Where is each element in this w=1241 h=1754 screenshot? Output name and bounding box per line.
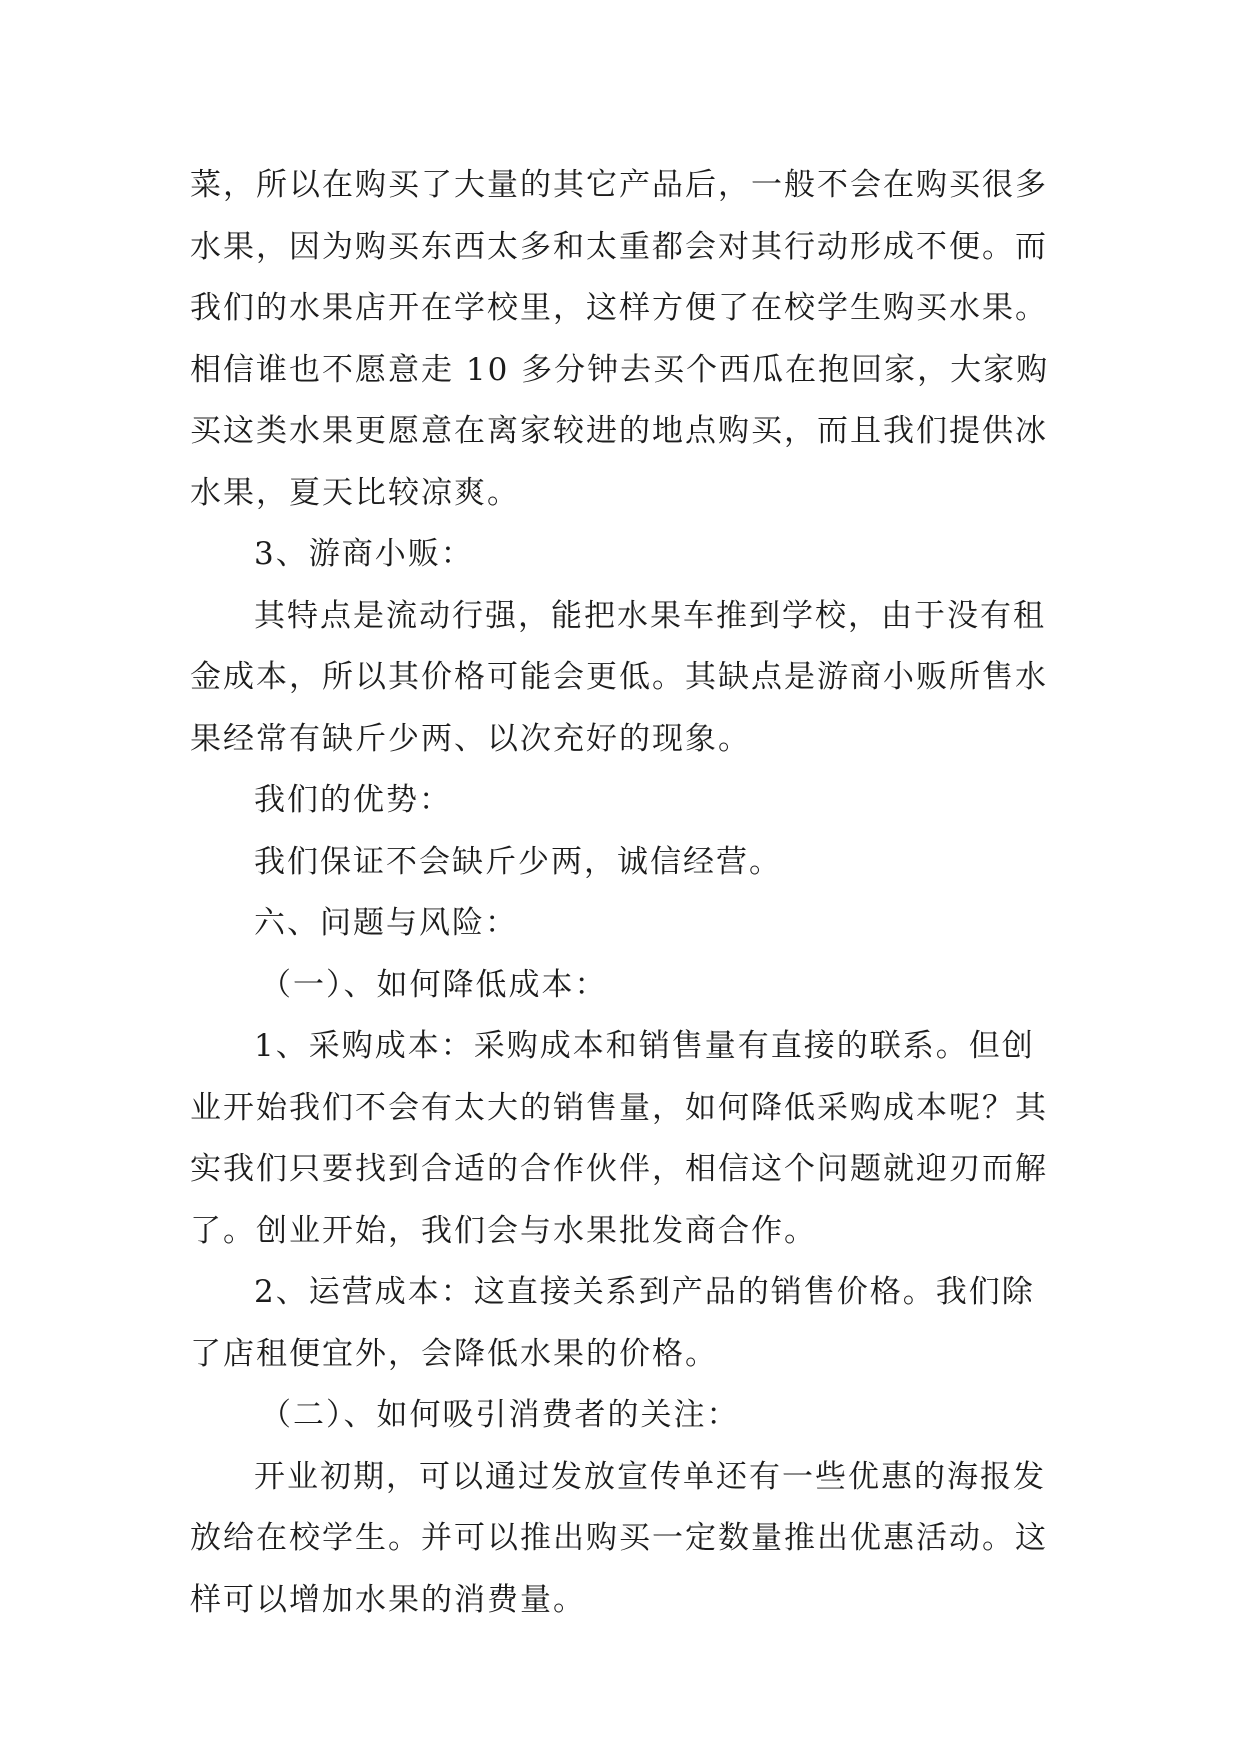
text-line: 了店租便宜外，会降低水果的价格。 [190, 1335, 718, 1372]
text-line: 水果，因为购买东西太多和太重都会对其行动形成不便。而 [190, 228, 1048, 265]
text-line: 水果，夏天比较凉爽。 [190, 474, 520, 511]
text-line: 其特点是流动行强，能把水果车推到学校，由于没有租 [254, 597, 1046, 634]
section-heading: 3、游商小贩： [254, 536, 474, 572]
text-line: 2、运营成本：这直接关系到产品的销售价格。我们除 [254, 1274, 1035, 1310]
subsection-heading: （一）、如何降低成本： [260, 966, 608, 1003]
text-line: 业开始我们不会有太大的销售量，如何降低采购成本呢？其 [190, 1089, 1048, 1126]
text-line: 果经常有缺斤少两、以次充好的现象。 [190, 720, 751, 757]
text-line: 了。创业开始，我们会与水果批发商合作。 [190, 1212, 817, 1249]
text-line: 开业初期，可以通过发放宣传单还有一些优惠的海报发 [254, 1458, 1046, 1495]
text-line: 我们保证不会缺斤少两，诚信经营。 [254, 843, 782, 880]
body-text [190, 155, 1070, 1631]
section-heading: 六、问题与风险： [254, 905, 518, 941]
section-heading: 我们的优势： [254, 782, 452, 818]
text-line: 1、采购成本：采购成本和销售量有直接的联系。但创 [254, 1028, 1035, 1064]
text-line: 我们的水果店开在学校里，这样方便了在校学生购买水果。 [190, 290, 1048, 326]
text-line: 买这类水果更愿意在离家较进的地点购买，而且我们提供冰 [190, 413, 1048, 449]
text-line: 样可以增加水果的消费量。 [190, 1581, 586, 1618]
text-line: 菜，所以在购买了大量的其它产品后，一般不会在购买很多 [190, 167, 1048, 203]
text-line: 放给在校学生。并可以推出购买一定数量推出优惠活动。这 [190, 1520, 1048, 1556]
text-line: 相信谁也不愿意走 10 多分钟去买个西瓜在抱回家，大家购 [190, 351, 1050, 388]
subsection-heading: （二）、如何吸引消费者的关注： [260, 1397, 740, 1433]
text-line: 金成本，所以其价格可能会更低。其缺点是游商小贩所售水 [190, 659, 1048, 695]
text-line: 实我们只要找到合适的合作伙伴，相信这个问题就迎刃而解 [190, 1151, 1048, 1187]
